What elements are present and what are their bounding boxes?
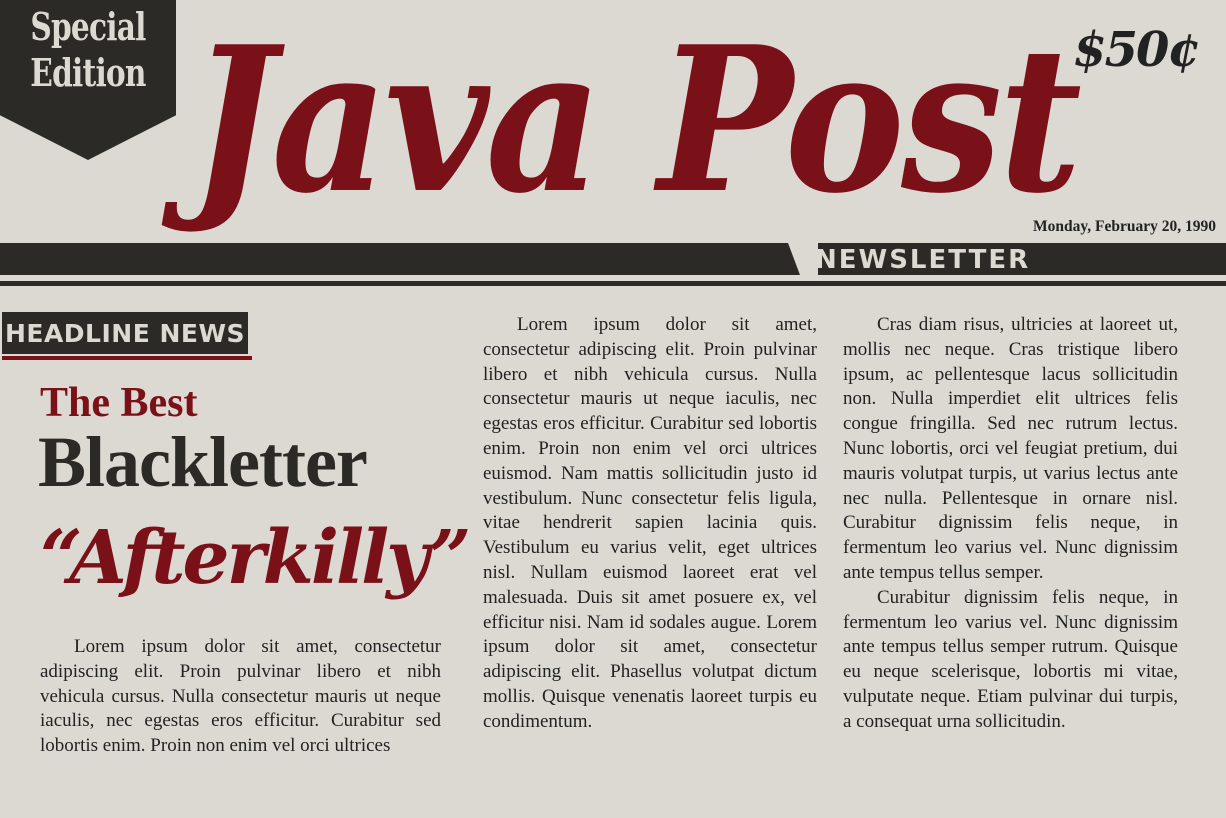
price-label: $50¢ bbox=[1073, 22, 1199, 78]
headline-main: Blackletter bbox=[38, 422, 367, 502]
column-2-paragraph-1: Lorem ipsum dolor sit amet, consectetur adipiscing elit. Proin pulvinar libero et nibh vehicula cursus. Nulla consectetur mauris ut neque iaculis, nec egestas eros efficitur. Curabitur sed lobortis enim. Proin non enim vel orci ultrices euismod. Nam mattis sollicitudin justo id vestibulum. Nunc consectetur felis ligula, vitae hendrerit sapien lacinia quis. Vestibulum eu varius velit, eget ultrices nisl. Nullam euismod laoreet erat vel malesuada. Duis sit amet posuere ex, vel efficitur nisi. Nam id sodales augue. Lorem ipsum dolor sit amet, consectetur adipiscing elit. Phasellus volutpat dictum mollis. Quisque venenatis laoreet turpis eu condimentum. bbox=[483, 314, 817, 732]
article-column-1 bbox=[40, 635, 441, 759]
special-edition-label bbox=[19, 4, 156, 96]
headline-news-rule bbox=[2, 356, 252, 360]
headline-kicker: The Best bbox=[40, 380, 198, 426]
column-1-paragraph-1: Lorem ipsum dolor sit amet, consectetur adipiscing elit. Proin pulvinar libero et nibh vehicula cursus. Nulla consectetur mauris ut neque iaculis, nec egestas eros efficitur. Curabitur sed lobortis enim. Proin non enim vel orci ultrices bbox=[40, 636, 441, 757]
article-column-3 bbox=[843, 313, 1178, 735]
masthead-thin-rule bbox=[0, 281, 1226, 286]
issue-date: Monday, February 20, 1990 bbox=[1033, 218, 1216, 235]
column-3-paragraph-2: Curabitur dignissim felis neque, in fermentum leo varius vel. Nunc dignissim ante tempus tellus semper rutrum. Quisque eu neque scelerisque, lobortis mi vitae, vulputate neque. Etiam pulvinar dui turpis, a consequat urna sollicitudin. bbox=[843, 586, 1178, 732]
article-column-2 bbox=[483, 313, 817, 735]
headline-news-tag: HEADLINE NEWS bbox=[2, 312, 248, 354]
column-3-paragraph-1: Cras diam risus, ultricies at laoreet ut, mollis nec neque. Cras tristique libero ipsum, ac pellentesque lacus sollicitudin non. Nulla imperdiet elit ultrices felis congue fringilla. Sed nec rutrum lectus. Nunc lobortis, orci vel feugiat pretium, dui mauris volutpat turpis, ut varius lectus ante nec nulla. Pellentesque in ornare nisl. Curabitur dignissim felis neque, in fermentum leo varius vel. Nunc dignissim ante tempus tellus semper. bbox=[843, 314, 1178, 583]
newsletter-label: NEWSLETTER bbox=[815, 245, 1031, 275]
font-name-display: “Afterkilly” bbox=[40, 515, 469, 601]
masthead-title: Java Post bbox=[190, 3, 1079, 238]
ribbon-line-1: Special bbox=[30, 4, 146, 49]
ribbon-line-2: Edition bbox=[30, 50, 146, 95]
